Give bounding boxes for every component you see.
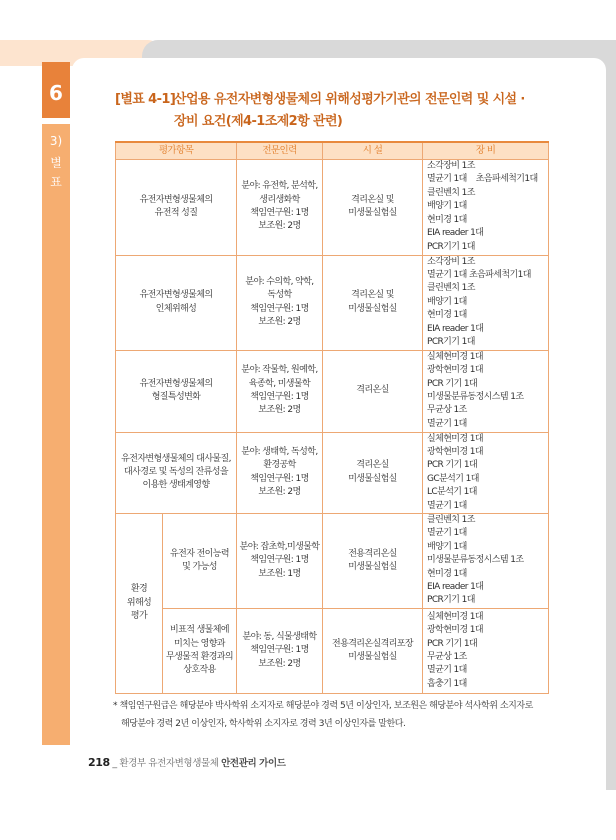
personnel-cell: 분야: 잡초학,미생물학 책임연구원: 1명 보조원: 1명 — [237, 513, 323, 608]
appendix-label: [별표 4-1] — [115, 92, 176, 107]
page-number: 218 — [88, 756, 110, 769]
chapter-number: 6 — [49, 81, 63, 105]
title-line-2: 장비 요건(제4-1조제2항 관련) — [174, 114, 343, 129]
equipment-cell: 실체현미경 1대 광학현미경 1대 PCR 기기 1대 GC분석기 1대 LC분석기 1대 멸균기 1대 — [423, 432, 549, 513]
header-equipment: 장 비 — [423, 142, 549, 159]
table-row — [116, 255, 549, 350]
sub-item-cell: 비표적 생물체에 미치는 영향과 무생물적 환경과의 상호작용 — [163, 608, 237, 693]
personnel-cell: 분야: 작물학, 원예학, 육종학, 미생물학 책임연구원: 1명 보조원: 2명 — [237, 350, 323, 432]
section-tab — [42, 124, 70, 745]
section-number: 3) — [49, 134, 63, 148]
table-row — [116, 350, 549, 432]
title-first-line — [115, 89, 525, 111]
table-row — [116, 608, 549, 693]
facility-cell: 격리온실 및 미생물실험실 — [323, 159, 423, 255]
footer-guide-title: 안전관리 가이드 — [221, 758, 286, 769]
equipment-cell: 실체현미경 1대 광학현미경 1대 PCR 기기 1대 미생물분류동정시스템 1조 무균상 1조 멸균기 1대 — [423, 350, 549, 432]
requirements-table — [115, 141, 549, 694]
page-footer — [88, 756, 286, 771]
group-label-cell: 환경 위해성 평가 — [116, 513, 163, 693]
equipment-cell: 소각장비 1조 멸균기 1대 초음파세척기1대 클린벤치 1조 배양기 1대 현미경 1대 EIA reader 1대 PCR기기 1대 — [423, 159, 549, 255]
personnel-cell: 분야: 생태학, 독성학, 환경공학 책임연구원: 1명 보조원: 2명 — [237, 432, 323, 513]
facility-cell: 전용격리온실격리포장 미생물실험실 — [323, 608, 423, 693]
evaluation-item-cell: 유전자변형생물체의 인체위해성 — [116, 255, 237, 350]
facility-cell: 격리온실 미생물실험실 — [323, 432, 423, 513]
section-label-char: 표 — [50, 175, 62, 189]
chapter-tab — [42, 62, 70, 118]
table-footnote — [113, 697, 533, 733]
evaluation-item-cell: 유전자변형생물체의 유전적 성질 — [116, 159, 237, 255]
personnel-cell: 분야: 유전학, 분석학, 생리생화학 책임연구원: 1명 보조원: 2명 — [237, 159, 323, 255]
header-evaluation-item: 평가항목 — [116, 142, 237, 159]
footer-publisher: _ 환경부 유전자변형생물체 — [112, 758, 219, 769]
table-row — [116, 432, 549, 513]
facility-cell: 격리온실 및 미생물실험실 — [323, 255, 423, 350]
table-row — [116, 159, 549, 255]
footnote-line: 해당분야 경력 2년 이상인자, 학사학위 소지자로 경력 3년 이상인자를 말한다. — [121, 719, 406, 729]
facility-cell: 전용격리온실 미생물실험실 — [323, 513, 423, 608]
page-title — [115, 89, 525, 133]
equipment-cell: 클린벤치 1조 멸균기 1대 배양기 1대 미생물분류동정시스템 1조 현미경 1대 EIA reader 1대 PCR기기 1대 — [423, 513, 549, 608]
table-row — [116, 513, 549, 608]
sub-item-cell: 유전자 전이능력 및 가능성 — [163, 513, 237, 608]
title-line-1: 산업용 유전자변형생물체의 위해성평가기관의 전문인력 및 시설 · — [174, 92, 525, 107]
header-facility: 시 설 — [323, 142, 423, 159]
footnote-line: * 책임연구원급은 해당분야 박사학위 소지자로 해당분야 경력 5년 이상인자, 보조원은 해당분야 석사학위 소지자로 — [113, 701, 533, 711]
personnel-cell: 분야: 동, 식물생태학 책임연구원: 1명 보조원: 2명 — [237, 608, 323, 693]
table-header-row — [116, 142, 549, 159]
section-label-char: 별 — [50, 156, 62, 170]
equipment-cell: 소각장비 1조 멸균기 1대 초음파세척기1대 클린벤치 1조 배양기 1대 현미경 1대 EIA reader 1대 PCR기기 1대 — [423, 255, 549, 350]
equipment-cell: 실체현미경 1대 광학현미경 1대 PCR 기기 1대 무균상 1조 멸균기 1대 흡충기 1대 — [423, 608, 549, 693]
evaluation-item-cell: 유전자변형생물체의 대사물질, 대사경로 및 독성의 잔류성을 이용한 생태계영향 — [116, 432, 237, 513]
header-personnel: 전문인력 — [237, 142, 323, 159]
facility-cell: 격리온실 — [323, 350, 423, 432]
personnel-cell: 분야: 수의학, 약학, 독성학 책임연구원: 1명 보조원: 2명 — [237, 255, 323, 350]
evaluation-item-cell: 유전자변형생물체의 형질특성변화 — [116, 350, 237, 432]
